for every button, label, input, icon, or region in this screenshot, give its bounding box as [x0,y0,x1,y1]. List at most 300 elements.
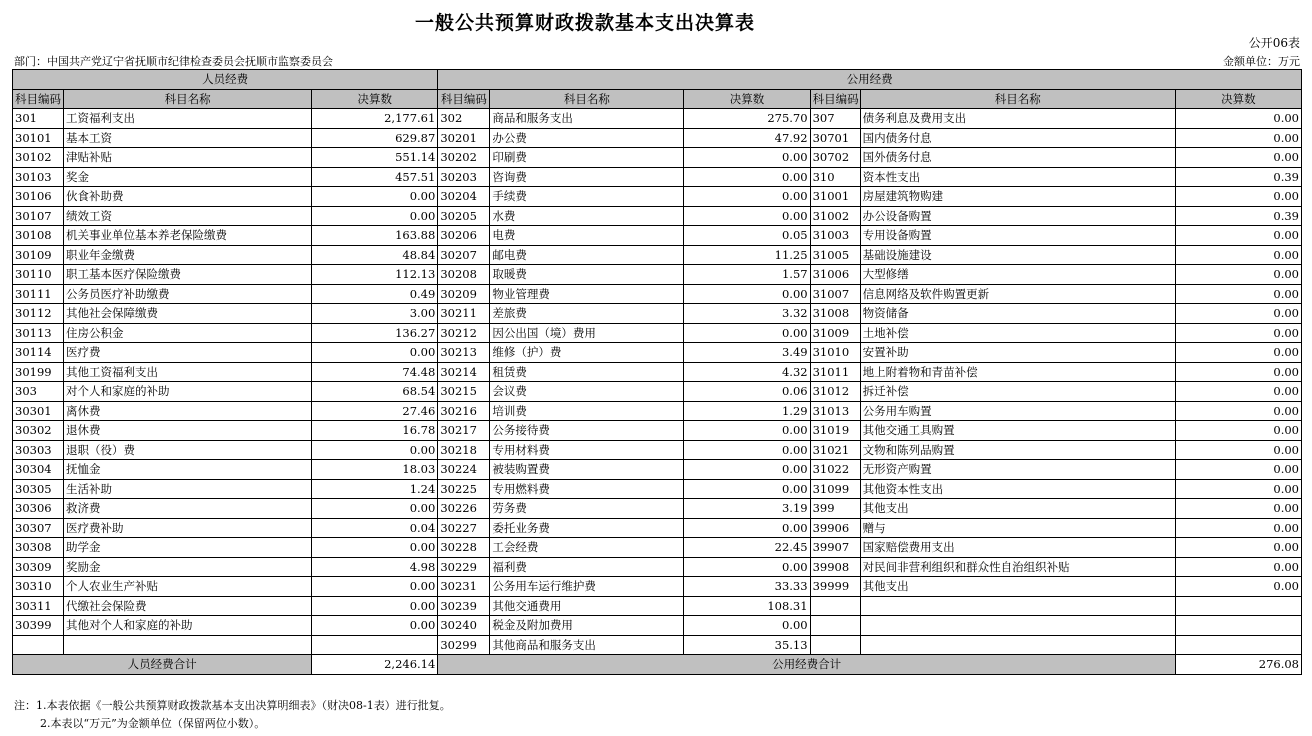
cell-a1: 27.46 [312,401,438,421]
cell-n2: 手续费 [490,187,684,207]
cell-a2: 0.00 [684,440,810,460]
cell-a1: 68.54 [312,382,438,402]
cell-n3: 资本性支出 [860,167,1175,187]
table-row [13,304,1302,324]
table-row [13,499,1302,519]
cell-c2: 30208 [438,265,490,285]
cell-c1: 30103 [13,167,64,187]
cell-n1: 代缴社会保险费 [64,596,312,616]
cell-a3: 0.00 [1175,440,1301,460]
cell-c1: 30309 [13,557,64,577]
column-header-row [13,89,1302,109]
table-row [13,479,1302,499]
cell-c2: 30224 [438,460,490,480]
cell-n1: 其他社会保障缴费 [64,304,312,324]
cell-c2: 30204 [438,187,490,207]
cell-c2: 302 [438,109,490,129]
cell-c2: 30228 [438,538,490,558]
cell-c1: 30199 [13,362,64,382]
cell-n3 [860,635,1175,655]
cell-c1: 30107 [13,206,64,226]
cell-n2: 专用燃料费 [490,479,684,499]
cell-n2: 咨询费 [490,167,684,187]
cell-c1: 30109 [13,245,64,265]
cell-n3: 房屋建筑物购建 [860,187,1175,207]
cell-a3: 0.00 [1175,479,1301,499]
table-row [13,538,1302,558]
cell-c2: 30201 [438,128,490,148]
cell-a3: 0.00 [1175,187,1301,207]
cell-n1: 伙食补助费 [64,187,312,207]
cell-c1: 30110 [13,265,64,285]
cell-n1: 助学金 [64,538,312,558]
cell-c2: 30215 [438,382,490,402]
cell-a3: 0.00 [1175,557,1301,577]
cell-c3: 31011 [810,362,860,382]
cell-n2: 工会经费 [490,538,684,558]
cell-a1: 457.51 [312,167,438,187]
cell-a3: 0.00 [1175,362,1301,382]
cell-c3: 31013 [810,401,860,421]
cell-n3: 基础设施建设 [860,245,1175,265]
col-code-3: 科目编码 [810,89,860,109]
cell-n1: 医疗费补助 [64,518,312,538]
cell-n2: 被装购置费 [490,460,684,480]
col-name-2: 科目名称 [490,89,684,109]
cell-n3: 国外债务付息 [860,148,1175,168]
cell-a1: 0.00 [312,206,438,226]
cell-a1: 0.00 [312,596,438,616]
table-row [13,401,1302,421]
cell-a3: 0.00 [1175,226,1301,246]
col-code-1: 科目编码 [13,89,64,109]
cell-c3: 31005 [810,245,860,265]
cell-a2: 11.25 [684,245,810,265]
cell-a3 [1175,635,1301,655]
cell-n2: 公务接待费 [490,421,684,441]
cell-c2: 30212 [438,323,490,343]
cell-c1: 30307 [13,518,64,538]
public-header: 公用经费 [438,70,1302,90]
cell-a2: 0.00 [684,518,810,538]
cell-n1: 工资福利支出 [64,109,312,129]
cell-n3: 其他支出 [860,577,1175,597]
cell-c2: 30240 [438,616,490,636]
cell-c1: 30311 [13,596,64,616]
cell-c2: 30231 [438,577,490,597]
cell-c3: 31019 [810,421,860,441]
cell-c3: 31007 [810,284,860,304]
table-row [13,557,1302,577]
cell-c2: 30299 [438,635,490,655]
cell-c3: 39908 [810,557,860,577]
cell-a1: 18.03 [312,460,438,480]
cell-c1: 301 [13,109,64,129]
col-name-1: 科目名称 [64,89,312,109]
cell-n2: 取暖费 [490,265,684,285]
cell-n3: 专用设备购置 [860,226,1175,246]
cell-a1: 0.00 [312,343,438,363]
table-row [13,362,1302,382]
col-code-2: 科目编码 [438,89,490,109]
cell-a2: 47.92 [684,128,810,148]
cell-a3: 0.39 [1175,167,1301,187]
table-row [13,577,1302,597]
public-total-label: 公用经费合计 [438,655,1176,675]
group-header-row [13,70,1302,90]
cell-c3: 31021 [810,440,860,460]
cell-c2: 30202 [438,148,490,168]
cell-n3: 大型修缮 [860,265,1175,285]
table-row [13,596,1302,616]
cell-a1: 1.24 [312,479,438,499]
cell-n2: 水费 [490,206,684,226]
cell-a2: 22.45 [684,538,810,558]
cell-a1: 163.88 [312,226,438,246]
cell-c1: 303 [13,382,64,402]
cell-n3: 公务用车购置 [860,401,1175,421]
table-row [13,382,1302,402]
cell-a1: 0.00 [312,440,438,460]
cell-c2: 30227 [438,518,490,538]
cell-c3: 30702 [810,148,860,168]
cell-c2: 30216 [438,401,490,421]
cell-n1: 医疗费 [64,343,312,363]
table-row [13,245,1302,265]
cell-n1: 救济费 [64,499,312,519]
cell-a3: 0.00 [1175,577,1301,597]
cell-c1: 30102 [13,148,64,168]
cell-a1: 0.00 [312,616,438,636]
cell-n3: 办公设备购置 [860,206,1175,226]
cell-n3: 赠与 [860,518,1175,538]
cell-a1: 3.00 [312,304,438,324]
cell-a3: 0.00 [1175,304,1301,324]
cell-c1: 30301 [13,401,64,421]
cell-c3: 31022 [810,460,860,480]
cell-c1 [13,635,64,655]
table-row [13,226,1302,246]
cell-n3: 其他资本性支出 [860,479,1175,499]
cell-a3: 0.00 [1175,284,1301,304]
cell-a2: 1.29 [684,401,810,421]
table-row [13,128,1302,148]
cell-n2: 办公费 [490,128,684,148]
cell-n3: 债务利息及费用支出 [860,109,1175,129]
cell-a3: 0.00 [1175,518,1301,538]
cell-a3: 0.00 [1175,499,1301,519]
col-amount-3: 决算数 [1175,89,1301,109]
cell-n2: 福利费 [490,557,684,577]
cell-c3: 31006 [810,265,860,285]
cell-n2: 其他商品和服务支出 [490,635,684,655]
cell-c2: 30226 [438,499,490,519]
cell-n2: 培训费 [490,401,684,421]
cell-c1: 30113 [13,323,64,343]
cell-n2: 邮电费 [490,245,684,265]
cell-c1: 30108 [13,226,64,246]
cell-c1: 30304 [13,460,64,480]
public-total-value: 276.08 [1175,655,1301,675]
cell-n1: 奖金 [64,167,312,187]
cell-n3: 国内债务付息 [860,128,1175,148]
cell-c3: 31002 [810,206,860,226]
cell-n2: 公务用车运行维护费 [490,577,684,597]
cell-c1: 30112 [13,304,64,324]
cell-a2: 0.00 [684,460,810,480]
personnel-total-value: 2,246.14 [312,655,438,675]
cell-c1: 30306 [13,499,64,519]
table-row [13,187,1302,207]
cell-n2: 印刷费 [490,148,684,168]
cell-n3: 文物和陈列品购置 [860,440,1175,460]
table-row [13,265,1302,285]
cell-c3: 310 [810,167,860,187]
cell-a3: 0.00 [1175,401,1301,421]
cell-a1: 48.84 [312,245,438,265]
col-amount-2: 决算数 [684,89,810,109]
cell-a2: 0.00 [684,148,810,168]
cell-c1: 30310 [13,577,64,597]
cell-n3 [860,616,1175,636]
cell-c3: 31009 [810,323,860,343]
cell-a1: 0.49 [312,284,438,304]
cell-c2: 30206 [438,226,490,246]
cell-a3: 0.00 [1175,538,1301,558]
table-row [13,206,1302,226]
cell-n1: 职工基本医疗保险缴费 [64,265,312,285]
cell-a2: 0.00 [684,557,810,577]
cell-n3: 无形资产购置 [860,460,1175,480]
cell-n1: 生活补助 [64,479,312,499]
cell-n2: 会议费 [490,382,684,402]
table-body [13,109,1302,655]
cell-n1 [64,635,312,655]
cell-c2: 30225 [438,479,490,499]
cell-c2: 30207 [438,245,490,265]
cell-c3: 39907 [810,538,860,558]
cell-a3 [1175,616,1301,636]
cell-c2: 30205 [438,206,490,226]
cell-n1: 退休费 [64,421,312,441]
cell-n1: 个人农业生产补贴 [64,577,312,597]
cell-a1: 0.00 [312,538,438,558]
cell-n1: 住房公积金 [64,323,312,343]
cell-n2: 电费 [490,226,684,246]
cell-a2: 108.31 [684,596,810,616]
cell-a2: 0.06 [684,382,810,402]
cell-n2: 其他交通费用 [490,596,684,616]
cell-a1: 0.00 [312,577,438,597]
cell-a3: 0.00 [1175,148,1301,168]
cell-a2: 35.13 [684,635,810,655]
cell-c3 [810,596,860,616]
cell-c3 [810,616,860,636]
cell-c2: 30214 [438,362,490,382]
cell-c3: 31001 [810,187,860,207]
cell-a3: 0.00 [1175,460,1301,480]
cell-a2: 0.00 [684,167,810,187]
cell-a3: 0.00 [1175,382,1301,402]
table-row [13,440,1302,460]
cell-a3: 0.00 [1175,128,1301,148]
cell-c1: 30114 [13,343,64,363]
cell-a2: 4.32 [684,362,810,382]
cell-n1: 津贴补贴 [64,148,312,168]
cell-c1: 30302 [13,421,64,441]
cell-n1: 基本工资 [64,128,312,148]
cell-a2: 0.00 [684,479,810,499]
table-row [13,518,1302,538]
cell-a3: 0.00 [1175,343,1301,363]
cell-a1 [312,635,438,655]
cell-c3 [810,635,860,655]
form-number: 公开06表 [1248,36,1300,50]
cell-c1: 30305 [13,479,64,499]
cell-a2: 275.70 [684,109,810,129]
cell-c3: 307 [810,109,860,129]
col-name-3: 科目名称 [860,89,1175,109]
expenditure-table [12,69,1302,675]
cell-n2: 差旅费 [490,304,684,324]
cell-a2: 0.00 [684,206,810,226]
cell-c3: 39999 [810,577,860,597]
cell-a3: 0.39 [1175,206,1301,226]
col-amount-1: 决算数 [312,89,438,109]
cell-a1: 2,177.61 [312,109,438,129]
cell-c1: 30106 [13,187,64,207]
cell-c2: 30217 [438,421,490,441]
cell-n2: 因公出国（境）费用 [490,323,684,343]
cell-c1: 30308 [13,538,64,558]
amount-unit-label: 金额单位：万元 [1223,55,1300,68]
cell-n2: 租赁费 [490,362,684,382]
cell-a2: 33.33 [684,577,810,597]
cell-a1: 136.27 [312,323,438,343]
cell-n3: 安置补助 [860,343,1175,363]
cell-a3: 0.00 [1175,323,1301,343]
cell-a3: 0.00 [1175,421,1301,441]
cell-a1: 16.78 [312,421,438,441]
cell-c1: 30303 [13,440,64,460]
totals-row [13,655,1302,675]
cell-c2: 30209 [438,284,490,304]
cell-n2: 税金及附加费用 [490,616,684,636]
cell-n2: 劳务费 [490,499,684,519]
cell-c2: 30229 [438,557,490,577]
table-row [13,421,1302,441]
cell-n1: 其他对个人和家庭的补助 [64,616,312,636]
cell-n3: 国家赔偿费用支出 [860,538,1175,558]
cell-n2: 委托业务费 [490,518,684,538]
table-row [13,460,1302,480]
cell-n1: 职业年金缴费 [64,245,312,265]
cell-c2: 30239 [438,596,490,616]
cell-n3: 土地补偿 [860,323,1175,343]
cell-a1: 0.04 [312,518,438,538]
cell-a3: 0.00 [1175,245,1301,265]
cell-n3: 对民间非营利组织和群众性自治组织补贴 [860,557,1175,577]
cell-c3: 31008 [810,304,860,324]
cell-a2: 0.00 [684,323,810,343]
cell-n2: 维修（护）费 [490,343,684,363]
personnel-header: 人员经费 [13,70,438,90]
cell-a1: 629.87 [312,128,438,148]
cell-a2: 3.49 [684,343,810,363]
cell-c3: 31099 [810,479,860,499]
cell-c2: 30213 [438,343,490,363]
cell-n3: 地上附着物和青苗补偿 [860,362,1175,382]
table-row [13,109,1302,129]
cell-n2: 专用材料费 [490,440,684,460]
cell-n3: 拆迁补偿 [860,382,1175,402]
cell-a1: 4.98 [312,557,438,577]
cell-a1: 112.13 [312,265,438,285]
note-1: 注：1.本表依据《一般公共预算财政拨款基本支出决算明细表》（财决08-1表）进行批复。 [14,699,451,712]
table-row [13,284,1302,304]
cell-a2: 0.00 [684,187,810,207]
cell-n1: 绩效工资 [64,206,312,226]
cell-c1: 30101 [13,128,64,148]
cell-n1: 奖励金 [64,557,312,577]
table-row [13,148,1302,168]
cell-c2: 30203 [438,167,490,187]
cell-n2: 物业管理费 [490,284,684,304]
cell-n1: 抚恤金 [64,460,312,480]
cell-a3: 0.00 [1175,265,1301,285]
cell-n1: 离休费 [64,401,312,421]
cell-a2: 0.05 [684,226,810,246]
cell-c3: 30701 [810,128,860,148]
cell-a1: 0.00 [312,187,438,207]
department-label: 部门：中国共产党辽宁省抚顺市纪律检查委员会抚顺市监察委员会 [14,55,333,68]
table-row [13,616,1302,636]
page-title: 一般公共预算财政拨款基本支出决算表 [414,12,755,34]
personnel-total-label: 人员经费合计 [13,655,312,675]
cell-n3: 信息网络及软件购置更新 [860,284,1175,304]
cell-c2: 30218 [438,440,490,460]
cell-a3: 0.00 [1175,109,1301,129]
cell-n1: 公务员医疗补助缴费 [64,284,312,304]
cell-n1: 其他工资福利支出 [64,362,312,382]
cell-c3: 399 [810,499,860,519]
cell-c3: 31012 [810,382,860,402]
cell-a1: 74.48 [312,362,438,382]
cell-c3: 39906 [810,518,860,538]
cell-a1: 0.00 [312,499,438,519]
cell-a1: 551.14 [312,148,438,168]
cell-n1: 退职（役）费 [64,440,312,460]
cell-n2: 商品和服务支出 [490,109,684,129]
table-row [13,167,1302,187]
note-2: 2.本表以“万元”为金额单位（保留两位小数）。 [40,717,266,730]
cell-a2: 0.00 [684,284,810,304]
cell-a3 [1175,596,1301,616]
cell-n1: 机关事业单位基本养老保险缴费 [64,226,312,246]
table-row [13,635,1302,655]
cell-n3: 其他支出 [860,499,1175,519]
cell-n3: 其他交通工具购置 [860,421,1175,441]
cell-c3: 31003 [810,226,860,246]
table-row [13,323,1302,343]
cell-c2: 30211 [438,304,490,324]
table-row [13,343,1302,363]
cell-a2: 3.32 [684,304,810,324]
cell-n3 [860,596,1175,616]
cell-a2: 0.00 [684,616,810,636]
cell-n1: 对个人和家庭的补助 [64,382,312,402]
cell-a2: 3.19 [684,499,810,519]
